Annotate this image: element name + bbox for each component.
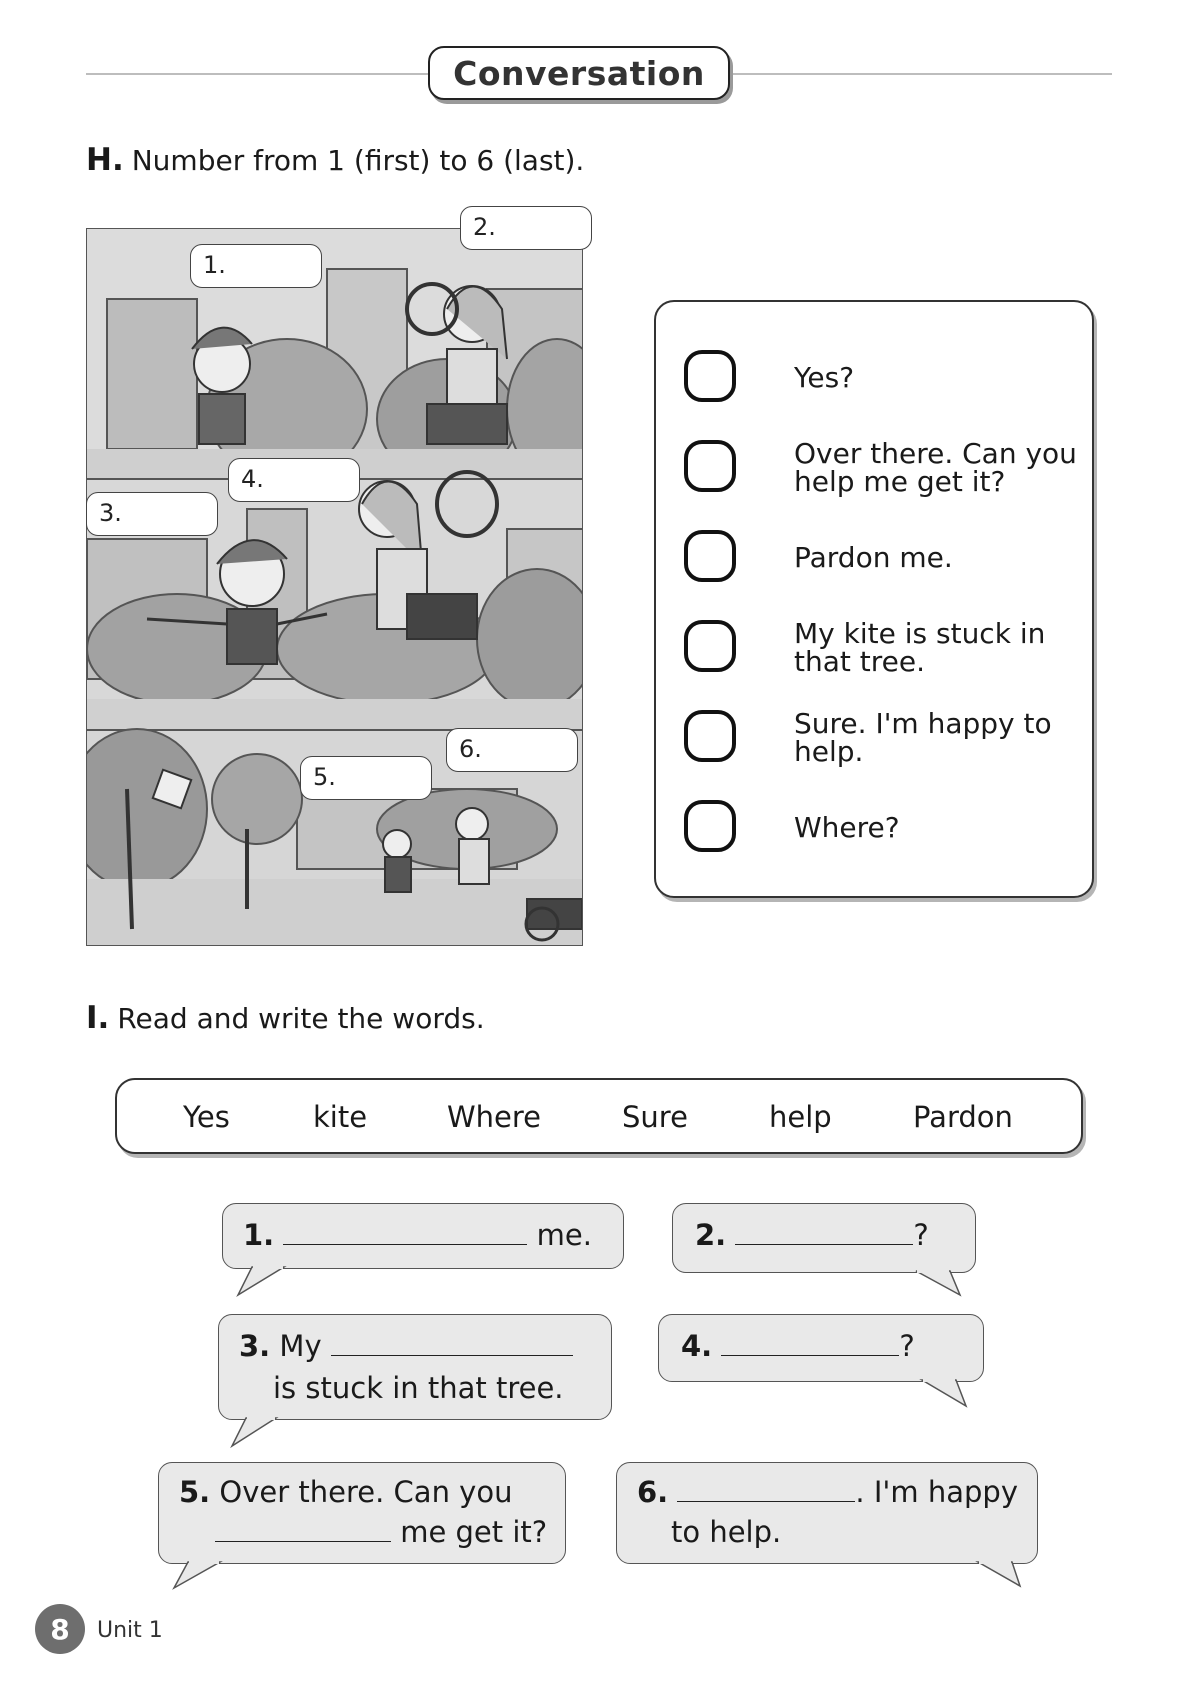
section-i-instruction	[86, 1000, 485, 1036]
option-text: Pardon me.	[794, 541, 953, 574]
option-row	[684, 437, 1084, 498]
comic-bubble-5	[300, 756, 432, 800]
comic-bubble-label: 2.	[473, 213, 496, 241]
answer-blank[interactable]	[735, 1224, 913, 1245]
option-text: Yes?	[794, 361, 855, 394]
item-text: is stuck in that tree.	[273, 1371, 564, 1405]
option-text: Over there. Can you help me get it?	[794, 437, 1077, 498]
item-text: Over there. Can you	[219, 1475, 513, 1509]
item-text: . I'm happy	[855, 1475, 1018, 1509]
item-number: 1.	[243, 1218, 275, 1252]
comic-bubble-1	[190, 244, 322, 288]
comic-illustration	[86, 228, 583, 946]
fill-bubble-3	[218, 1314, 612, 1420]
comic-bubble-label: 3.	[99, 499, 122, 527]
fill-bubble-4	[658, 1314, 984, 1382]
option-text: Sure. I'm happy to help.	[794, 707, 1052, 768]
word-bank-item: Sure	[622, 1100, 688, 1134]
comic-scene	[87, 229, 583, 946]
number-answer-box[interactable]	[684, 350, 736, 402]
section-i-letter: I.	[86, 1000, 110, 1036]
fill-bubble-5	[158, 1462, 566, 1564]
item-number: 6.	[637, 1475, 669, 1509]
comic-bubble-6	[446, 728, 578, 772]
unit-label: Unit 1	[97, 1618, 163, 1643]
answer-blank[interactable]	[215, 1521, 391, 1542]
number-answer-box[interactable]	[684, 620, 736, 672]
section-h-letter: H.	[86, 142, 124, 178]
item-number: 2.	[695, 1218, 727, 1252]
item-text: me get it?	[400, 1515, 548, 1549]
page-number-badge: 8	[35, 1604, 85, 1654]
item-number: 4.	[681, 1329, 713, 1363]
item-number: 3.	[239, 1329, 271, 1363]
fill-bubble-1	[222, 1203, 624, 1269]
item-text: My	[279, 1329, 322, 1363]
option-row	[684, 617, 1084, 678]
fill-bubble-2	[672, 1203, 976, 1273]
option-text: Where?	[794, 811, 900, 844]
ordering-options-box	[654, 300, 1094, 898]
answer-blank[interactable]	[283, 1224, 527, 1245]
page-title: Conversation	[428, 46, 730, 100]
bubble-tail	[916, 1271, 966, 1301]
word-bank-item: kite	[313, 1100, 368, 1134]
word-bank-item: Pardon	[913, 1100, 1013, 1134]
option-row	[684, 800, 1084, 858]
item-text: to help.	[671, 1515, 782, 1549]
section-h-text: Number from 1 (first) to 6 (last).	[131, 144, 585, 177]
number-answer-box[interactable]	[684, 440, 736, 492]
comic-bubble-4	[228, 458, 360, 502]
word-bank-item: Where	[447, 1100, 542, 1134]
item-text: ?	[899, 1329, 915, 1363]
item-number: 5.	[179, 1475, 211, 1509]
bubble-tail	[922, 1380, 972, 1410]
item-text: ?	[913, 1218, 929, 1252]
bubble-tail	[232, 1418, 282, 1448]
item-text: me.	[536, 1218, 592, 1252]
header-rule-left	[86, 73, 428, 75]
option-row	[684, 530, 1084, 588]
bubble-tail	[174, 1562, 224, 1592]
answer-blank[interactable]	[721, 1335, 899, 1356]
number-answer-box[interactable]	[684, 800, 736, 852]
word-bank-item: help	[769, 1100, 832, 1134]
comic-bubble-3	[86, 492, 218, 536]
bubble-tail	[238, 1267, 288, 1297]
comic-bubble-label: 6.	[459, 735, 482, 763]
option-row	[684, 707, 1084, 768]
word-bank-item: Yes	[183, 1100, 230, 1134]
option-row	[684, 350, 1084, 408]
word-bank	[115, 1078, 1083, 1154]
comic-bubble-label: 1.	[203, 251, 226, 279]
answer-blank[interactable]	[331, 1335, 573, 1356]
bubble-tail	[978, 1562, 1028, 1592]
option-text: My kite is stuck in that tree.	[794, 617, 1046, 678]
comic-bubble-label: 4.	[241, 465, 264, 493]
comic-bubble-label: 5.	[313, 763, 336, 791]
fill-bubble-6	[616, 1462, 1038, 1564]
comic-bubble-2	[460, 206, 592, 250]
header-rule-right	[730, 73, 1112, 75]
section-i-text: Read and write the words.	[117, 1002, 485, 1035]
section-h-instruction	[86, 142, 584, 178]
number-answer-box[interactable]	[684, 530, 736, 582]
number-answer-box[interactable]	[684, 710, 736, 762]
answer-blank[interactable]	[677, 1481, 855, 1502]
